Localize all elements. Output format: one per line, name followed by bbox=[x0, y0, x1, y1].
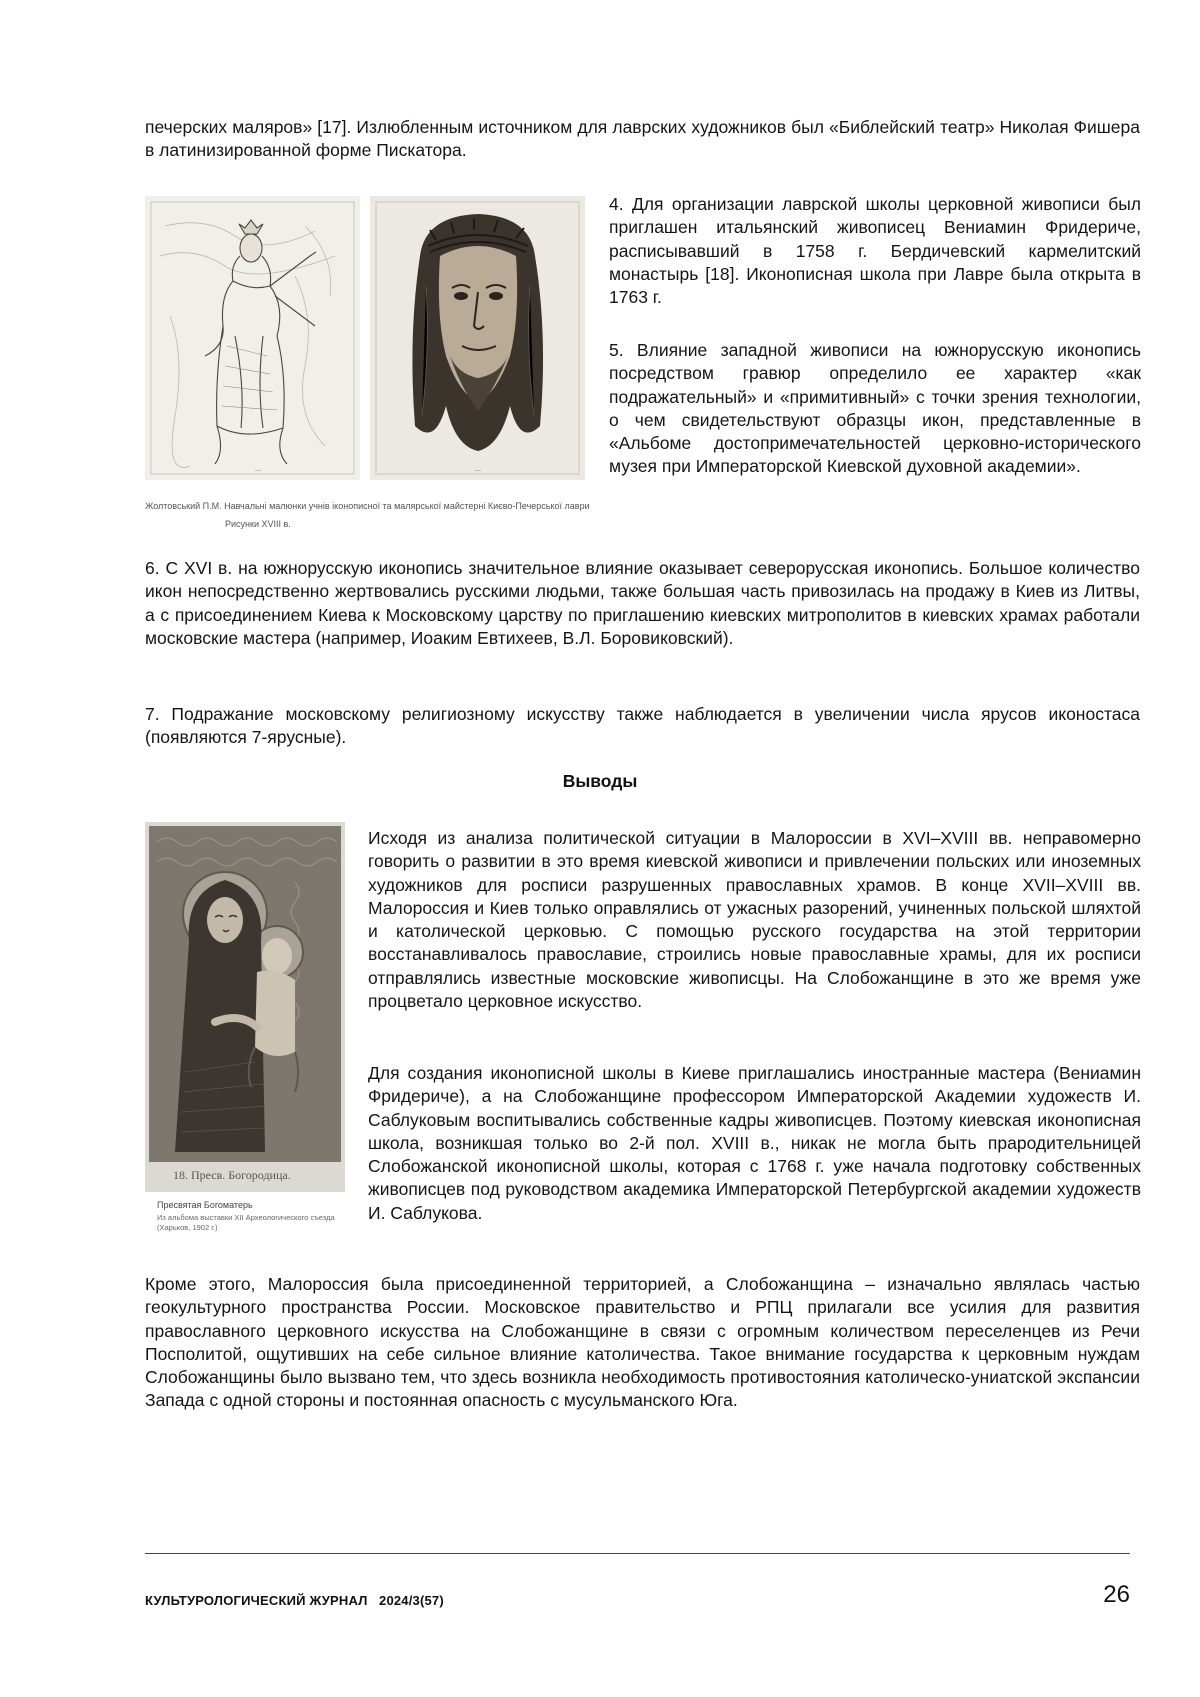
paragraph-conclusions-1: Исходя из анализа политической ситуации в Малороссии в XVI–XVIII вв. неправомерно говорить о развитии в это время киевской живописи и привлечении польских или иноземных художников для росписи разрушенных православных храмов. В конце XVII–XVIII вв. Малороссия и Киев только оправлялись от ужасных разорений, учиненных польской шляхтой и католической церковью. С помощью русского государства на этой территории восстанавливалось православие, строились новые православные храмы, для их росписи отправлялись известные московские живописцы. На Слобожанщине в это же время уже процветало церковное искусство. bbox=[368, 828, 1141, 1012]
theotokos-icon-image bbox=[145, 822, 345, 1192]
paragraph-final: Кроме этого, Малороссия была присоединенной территорией, а Слобожанщина – изначально являлась частью геокультурного пространства России. Московское правительство и РПЦ прилагали все усилия для развития православного церковного искусства на Слобожанщине в связи с огромным количеством переселенцев из Речи Посполитой, ощутивших на себе сильное влияние католичества. Такое внимание государства к церковным нуждам Слобожанщины было вызвано тем, что здесь возникла необходимость противостояния католическо-униатской экспансии Запада с одной стороны и постоянная опасность с мусульманского Юга. bbox=[145, 1274, 1140, 1411]
madonna-engraving-image bbox=[145, 196, 360, 480]
figure-1-caption: Жолтовський П.М. Навчальні малюнки учнів іконописної та малярської майстерні Києво-Печерської лаври bbox=[145, 501, 590, 511]
paragraph-intro: печерских маляров» [17]. Излюбленным источником для лаврских художников был «Библейский театр» Николая Фишера в латинизированной форме Пискатора. bbox=[145, 117, 1140, 161]
holy-face-engraving-image bbox=[370, 196, 585, 480]
figure-1-caption-sub: Рисунки XVIII в. bbox=[225, 519, 291, 529]
svg-text:—: — bbox=[475, 468, 481, 474]
figure-2-caption: Пресвятая Богоматерь bbox=[157, 1200, 253, 1210]
paragraph-point-5: 5. Влияние западной живописи на южнорусскую иконопись посредством гравюр определило ее характер «как подражательный» и «примитивный» с точки зрения технологии, о чем свидетельствуют образцы икон, представленные в «Альбоме достопримечательностей церковно-исторического музея при Императорской Киевской духовной академии». bbox=[609, 340, 1141, 477]
figure-icon bbox=[145, 822, 345, 1242]
paragraph-point-7: 7. Подражание московскому религиозному искусству также наблюдается в увеличении числа ярусов иконостаса (появляются 7-ярусные). bbox=[145, 704, 1140, 748]
page-number: 26 bbox=[1103, 1581, 1130, 1608]
paragraph-conclusions-2: Для создания иконописной школы в Киеве приглашались иностранные мастера (Вениамин Фридериче), а на Слобожанщине профессором Императорской Академии художеств И. Саблуковым воспитывались собственные кадры живописцев. Поэтому киевская иконописная школа, возникшая только во 2-й пол. XVIII в., никак не могла быть прародительницей Слобожанской иконописной школы, которая с 1768 г. уже начала подготовку собственных живописцев под руководством академика Императорской Петербургской академии художеств И. Саблукова. bbox=[368, 1063, 1141, 1223]
journal-name: КУЛЬТУРОЛОГИЧЕСКИЙ ЖУРНАЛ 2024/3(57) bbox=[145, 1593, 444, 1608]
paragraph-point-6: 6. С XVI в. на южнорусскую иконопись значительное влияние оказывает северорусская иконопись. Большое количество икон непосредственно жертвовались русскими людьми, также большая часть привозилась на продажу в Киев из Литвы, а с присоединением Киева к Московскому царству по приглашению киевских митрополитов в киевских храмах работали московские мастера (например, Иоаким Евтихеев, В.Л. Боровиковский). bbox=[145, 558, 1140, 648]
figure-2-caption-sub: Из альбома выставки XII Археологического съезда (Харьков, 1902 г.) bbox=[157, 1213, 335, 1232]
footer-divider bbox=[145, 1553, 1130, 1554]
figure-engravings bbox=[145, 196, 590, 536]
paragraph-point-4: 4. Для организации лаврской школы церковной живописи был приглашен итальянский живописец Вениамин Фридериче, расписывавший в 1758 г. Бердичевский кармелитский монастырь [18]. Иконописная школа при Лавре была открыта в 1763 г. bbox=[609, 194, 1141, 308]
conclusions-heading: Выводы bbox=[562, 771, 638, 791]
figure-2-plate-label: 18. Пресв. Богородица. bbox=[173, 1168, 291, 1182]
svg-text:—: — bbox=[255, 468, 261, 474]
